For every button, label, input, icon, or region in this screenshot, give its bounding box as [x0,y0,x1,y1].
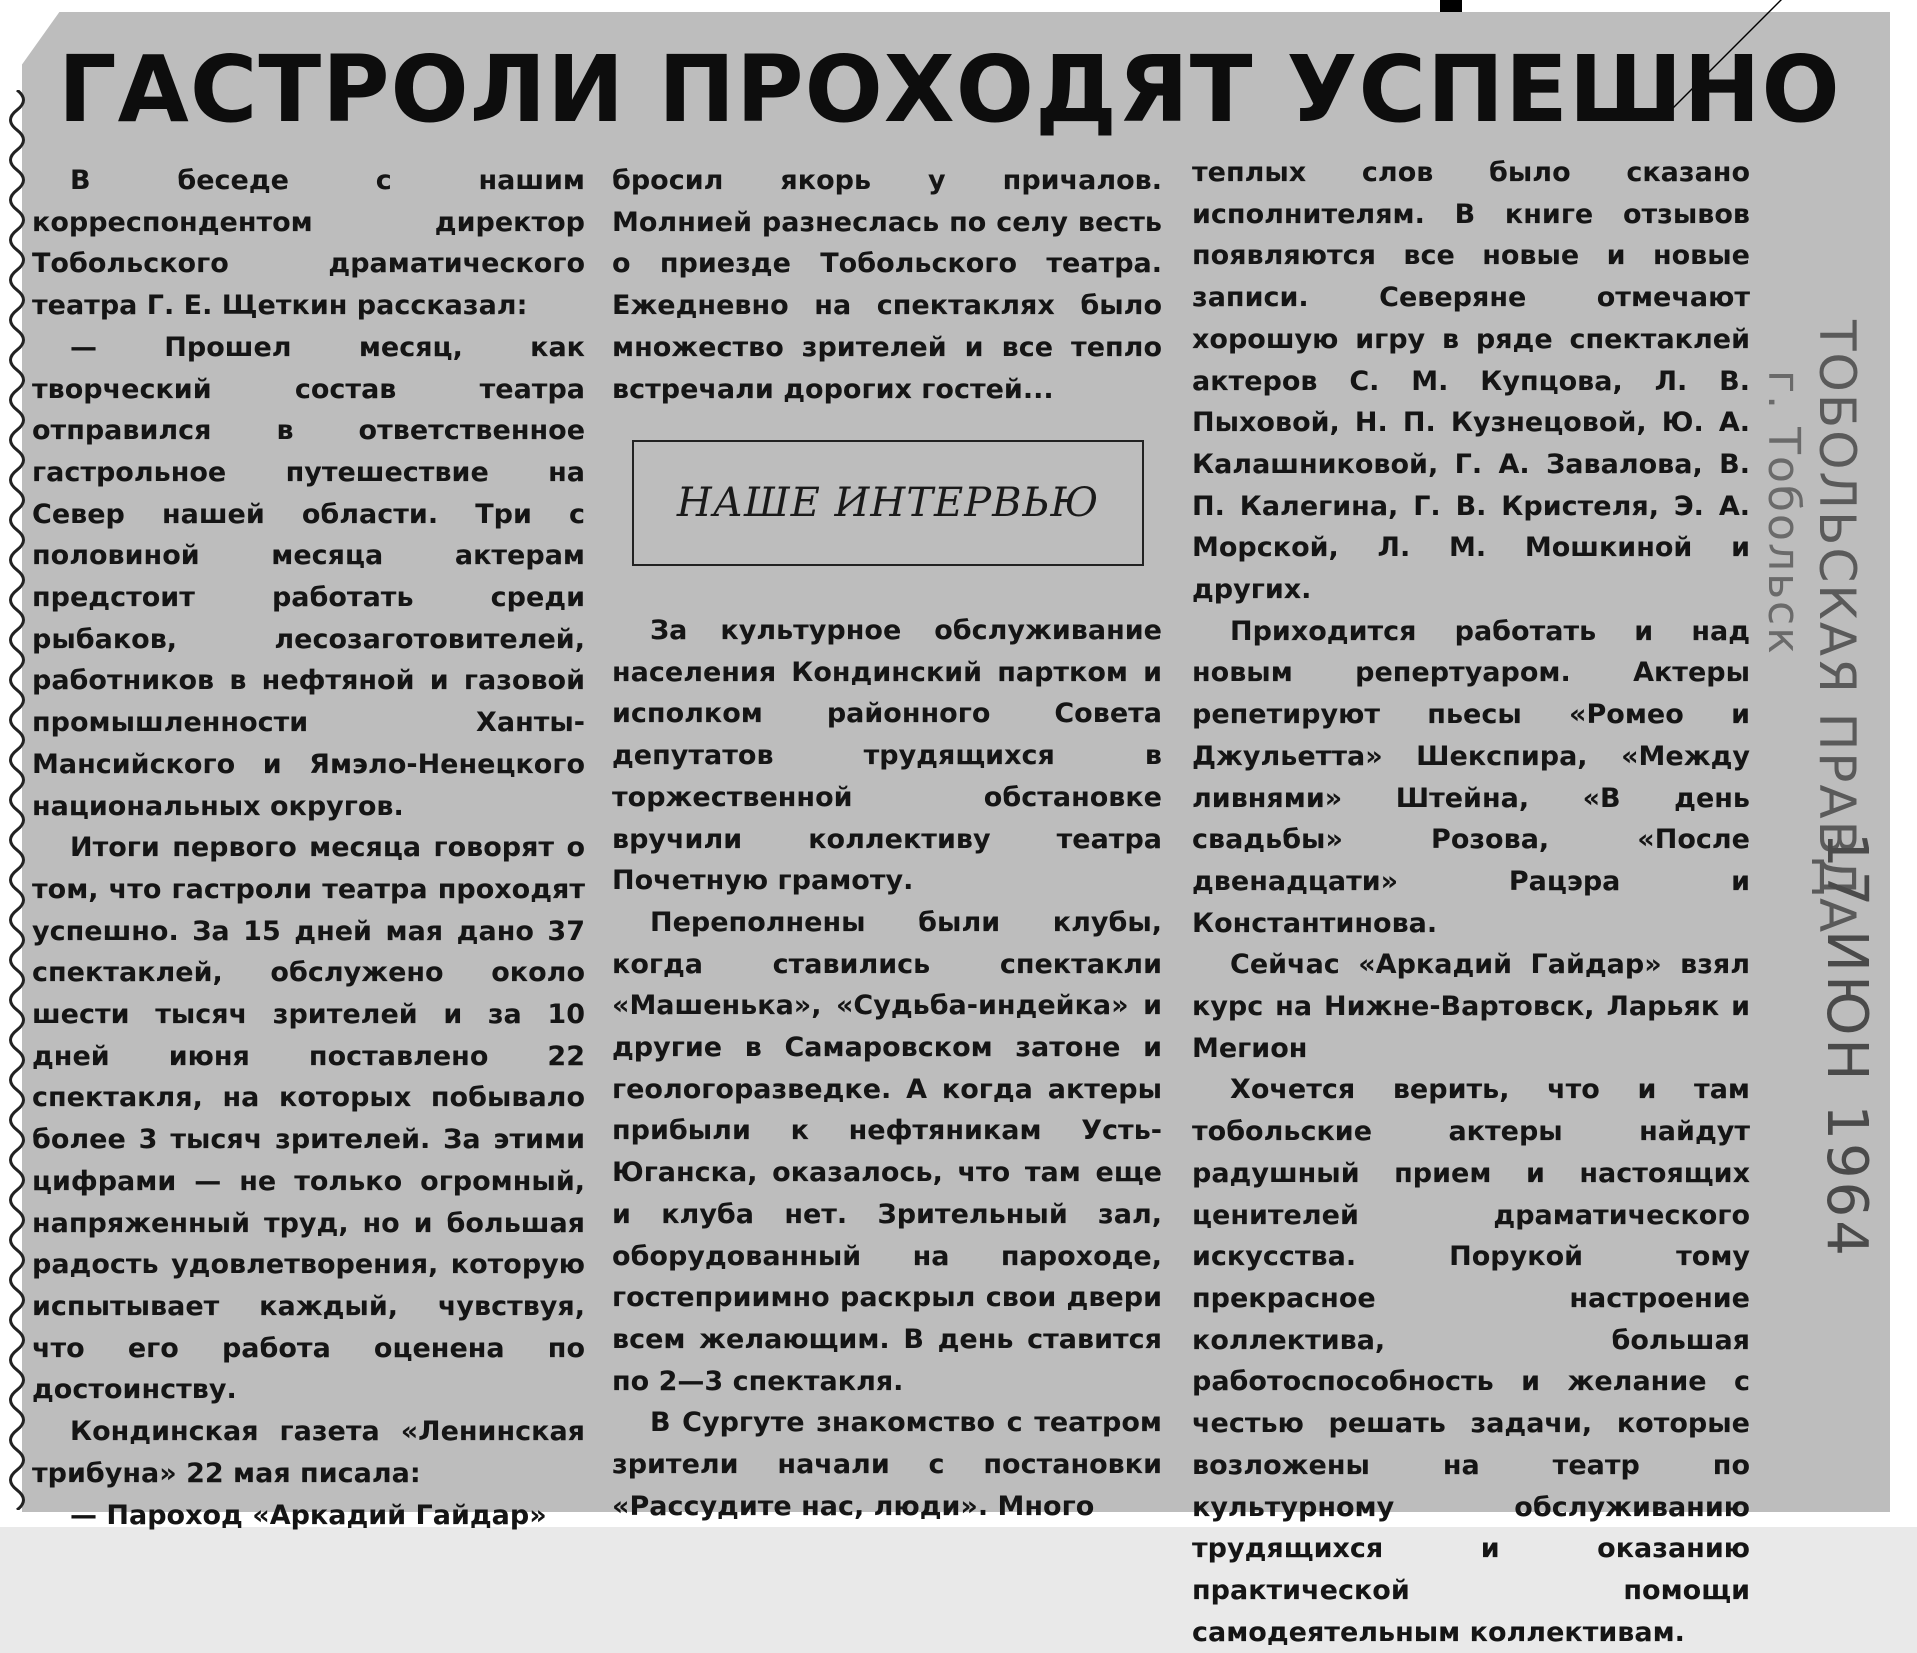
paragraph: В Сургуте знакомство с театром зрители начали с постановки «Рассудите нас, люди». Много [612,1407,1162,1522]
paragraph: В беседе с нашим корреспондентом директор Тобольского драматического театра Г. Е. Щеткин рассказал: [32,165,585,322]
top-edge-mark [1440,0,1462,12]
paragraph: теплых слов было сказано исполнителям. В книге отзывов появляются все новые и новые записи. Северяне отмечают хорошую игру в ряде спектаклей актеров С. М. Купцова, Л. В. Пыховой, Н. П. Кузнецовой, Ю. А. Калашниковой, Г. А. Завалова, В. П. Калегина, Г. В. Кристеля, Э. А. Морской, Л. М. Мошкиной и других. [1192,157,1750,606]
paragraph: — Пароход «Аркадий Гайдар» [70,1499,547,1531]
paragraph: Сейчас «Аркадий Гайдар» взял курс на Нижне-Вартовск, Ларьяк и Мегион [1192,949,1750,1064]
article-headline: ГАСТРОЛИ ПРОХОДЯТ УСПЕШНО [58,36,1841,143]
rubric-box [632,440,1144,566]
torn-edge-zigzag [2,90,32,1510]
stamp-date: 17 ИЮН 1964 [1814,832,1879,1259]
paragraph: За культурное обслуживание населения Кондинский партком и исполком районного Совета депутатов трудящихся в торжественной обстановке вручили коллективу театра Почетную грамоту. [612,615,1162,897]
stamp-city: г. Тобольск [1758,370,1809,656]
article-column-1 [32,160,585,1536]
paragraph: Хочется верить, что и там тобольские актеры найдут радушный прием и настоящих ценителей драматического искусства. Порукой тому прекрасное настроение коллектива, большая работоспособность и желание с честью решать задачи, которые возложены на театр по культурному обслуживанию трудящихся и оказанию практической помощи самодеятельным коллективам. [1192,1074,1750,1648]
paragraph: бросил якорь у причалов. Молнией разнеслась по селу весть о приезде Тобольского театра. Ежедневно на спектаклях было множество зрителей и все тепло встречали дорогих гостей... [612,165,1162,405]
rubric-label: НАШЕ ИНТЕРВЬЮ [676,480,1100,526]
article-column-2-top [612,160,1162,410]
paragraph: Итоги первого месяца говорят о том, что гастроли театра проходят успешно. За 15 дней мая дано 37 спектаклей, обслужено около шести тысяч зрителей и за 10 дней июня поставлено 22 спектакля, на которых побывало более 3 тысяч зрителей. За этими цифрами — не только огромный, напряженный труд, но и большая радость удовлетворения, которую испытывает каждый, чувствуя, что его работа оценена по достоинству. [32,832,585,1406]
article-column-3 [1192,152,1750,1653]
stamp-newspaper-name: ТОБОЛЬСКАЯ ПРАВДА [1808,320,1866,935]
paragraph: Приходится работать и над новым репертуаром. Актеры репетируют пьесы «Ромео и Джульетта» Шекспира, «Между ливнями» Штейна, «В день свадьбы» Розова, «После двенадцати» Рацэра и Константинова. [1192,615,1750,939]
paragraph: Переполнены были клубы, когда ставились спектакли «Машенька», «Судьба-индейка» и другие в Самаровском затоне и геологоразведке. А когда актеры прибыли к нефтяникам Усть-Юганска, оказалось, что там еще и клуба нет. Зрительный зал, оборудованный на пароходе, гостеприимно раскрыл свои двери всем желающим. В день ставится по 2—3 спектакля. [612,906,1162,1397]
article-column-2-bottom [612,610,1162,1527]
paragraph: — Прошел месяц, как творческий состав театра отправился в ответственное гастрольное путешествие на Север нашей области. Три с половиной месяца актерам предстоит работать среди рыбаков, лесозаготовителей, работников в нефтяной и газовой промышленности Ханты-Мансийского и Ямэло-Ненецкого национальных округов. [32,331,585,822]
paragraph: Кондинская газета «Ленинская трибуна» 22 мая писала: [32,1416,585,1489]
